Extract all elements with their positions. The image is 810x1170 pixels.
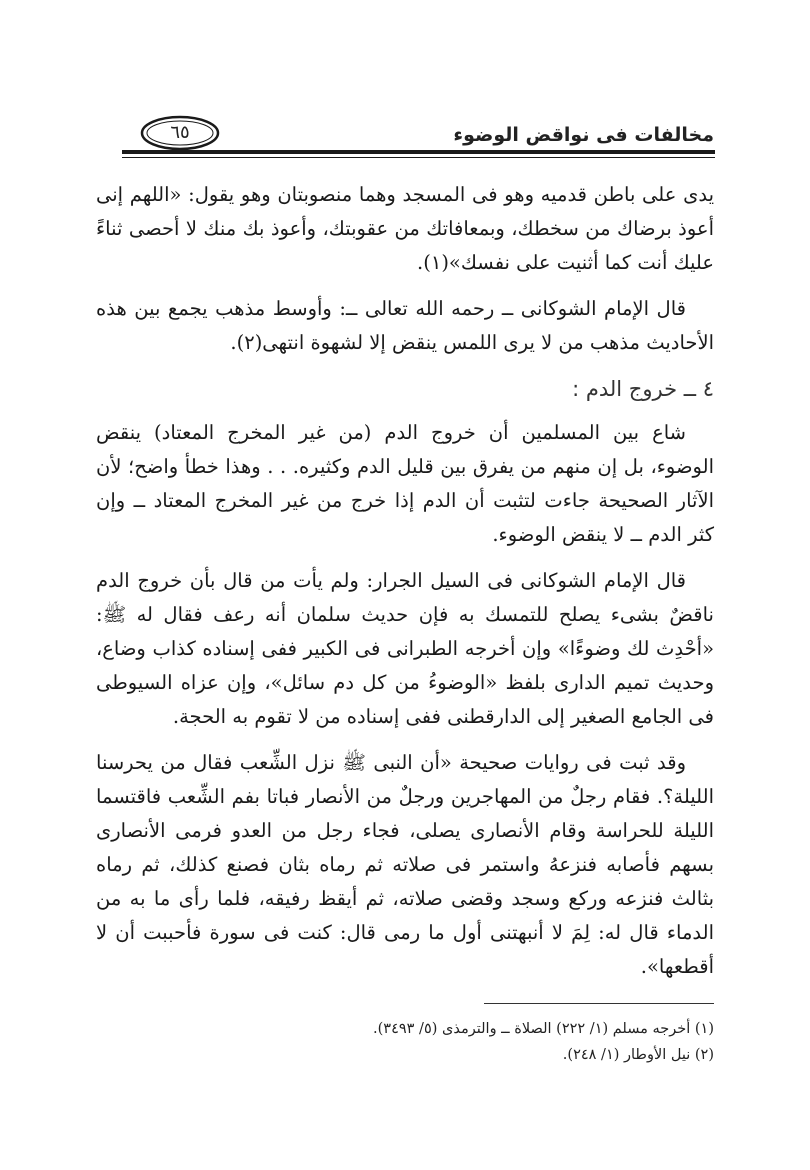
footnote: (٢) نيل الأوطار (١/ ٢٤٨). bbox=[562, 1047, 714, 1063]
page-number: ٦٥ bbox=[170, 122, 190, 143]
footnotes bbox=[96, 1016, 714, 1068]
running-header-title: مخالفات فى نواقض الوضوء bbox=[453, 124, 714, 146]
paragraph: يدى على باطن قدميه وهو فى المسجد وهما منصوبتان وهو يقول: «اللهم إنى أعوذ برضاك من سخطك، وبمعافاتك من عقوبتك، وأعوذ بك منك لا أحصى ثناءً عليك أنت كما أثنيت على نفسك»(١). bbox=[96, 183, 714, 274]
paragraph: قال الإمام الشوكانى فى السيل الجرار: ولم يأت من قال بأن خروج الدم ناقضٌ بشىء يصلح للتمسك به فإن حديث سلمان أنه رعف فقال له ﷺ: «أحْدِث لك وضوءًا» وإن أخرجه الطبرانى فى الكبير ففى إسناده كذاب وضاع، وحديث تميم الدارى بلفظ «الوضوءُ من كل دم سائل»، وإن عزاه السيوطى فى الجامع الصغير إلى الدارقطنى ففى إسناده من لا تقوم به الحجة. bbox=[96, 569, 714, 728]
header-rule-thin bbox=[122, 157, 715, 158]
paragraph: شاع بين المسلمين أن خروج الدم (من غير المخرج المعتاد) ينقض الوضوء، بل إن منهم من يفرق بين قليل الدم وكثيره. . . وهذا خطأ واضح؛ لأن الآثار الصحيحة جاءت لتثبت أن الدم إذا خرج من غير المخرج المعتاد ــ وإن كثر الدم ــ لا ينقض الوضوء. bbox=[96, 421, 714, 546]
paragraph: قال الإمام الشوكانى ــ رحمه الله تعالى ــ: وأوسط مذهب يجمع بين هذه الأحاديث مذهب من لا يرى اللمس ينقض إلا لشهوة انتهى(٢). bbox=[96, 297, 714, 354]
body-text bbox=[96, 178, 714, 996]
footnote-separator bbox=[484, 1003, 714, 1004]
header-rule-thick bbox=[122, 150, 715, 154]
footnote: (١) أخرجه مسلم (١/ ٢٢٢) الصلاة ــ والترمذى (٥/ ٣٤٩٣). bbox=[373, 1021, 714, 1037]
section-heading: ٤ ــ خروج الدم : bbox=[572, 377, 714, 401]
paragraph: وقد ثبت فى روايات صحيحة «أن النبى ﷺ نزل الشِّعب فقال من يحرسنا الليلة؟. فقام رجلٌ من المهاجرين ورجلٌ من الأنصار فباتا بفم الشِّعب فاقتسما الليلة للحراسة وقام الأنصارى يصلى، فجاء رجل من العدو فرمى الأنصارى بسهم فأصابه فنزعهُ واستمر فى صلاته ثم رماه بثان فصنع كذلك، ثم رماه بثالث فنزعه وركع وسجد وقضى صلاته، ثم أيقظ رفيقه، فلما رأى ما به من الدماء قال له: لِمَ لا أنبهتنى أول ما رمى قال: كنت فى سورة فأحببت أن لا أقطعها». bbox=[96, 751, 714, 978]
page-number-badge bbox=[140, 115, 220, 151]
